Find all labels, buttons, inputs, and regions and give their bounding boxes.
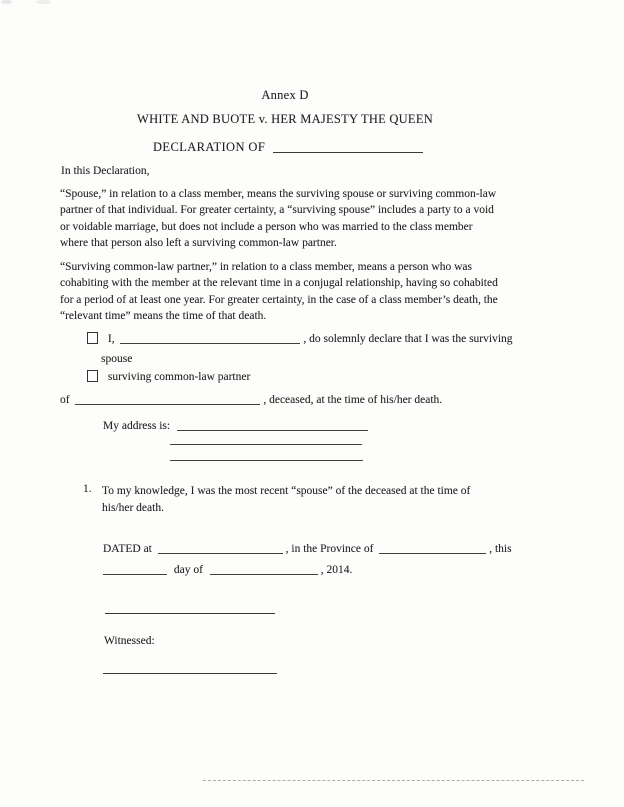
page-bottom-scan-line: [203, 780, 584, 781]
option-spouse-row: [87, 332, 513, 345]
province-blank[interactable]: [379, 542, 486, 554]
definition-common-law-paragraph: “Surviving common-law partner,” in relation to a class member, means a person who was cohabiting with the member at the relevant time in a conjugal relationship, having so cohabited for a period of at least one year. For greater certainty, in the case of a class member’s death, the “relevant time” means the time of that death.: [60, 261, 498, 322]
option-spouse-prefix: I,: [107, 333, 115, 345]
declaration-of-line: [153, 140, 423, 155]
month-blank[interactable]: [210, 563, 318, 575]
deceased-line-prefix: of: [60, 394, 70, 406]
witnessed-label: Witnessed:: [104, 635, 155, 647]
case-title: WHITE AND BUOTE v. HER MAJESTY THE QUEEN: [137, 112, 433, 126]
address-line-3[interactable]: [170, 460, 363, 461]
statement-number: 1.: [83, 483, 92, 495]
deceased-name-blank[interactable]: [75, 393, 260, 405]
option-common-law-label: surviving common-law partner: [107, 371, 251, 383]
declaration-name-blank[interactable]: [273, 140, 423, 153]
statement-text: To my knowledge, I was the most recent “spouse” of the deceased at the time of his/her death.: [102, 485, 471, 514]
intro-line: In this Declaration,: [61, 165, 150, 177]
day-blank[interactable]: [103, 563, 167, 575]
option-spouse-word: spouse: [101, 353, 133, 365]
option-common-law-row: [87, 370, 250, 383]
day-of-label: day of: [173, 564, 203, 576]
deceased-line-suffix: , deceased, at the time of his/her death.: [263, 394, 443, 406]
address-row: [103, 419, 368, 432]
address-label: My address is:: [103, 420, 171, 432]
province-label: , in the Province of: [285, 543, 374, 555]
dated-line-2: [103, 563, 352, 576]
declarant-signature-line[interactable]: [105, 613, 275, 614]
dated-place-blank[interactable]: [158, 542, 283, 554]
option-spouse-suffix: , do solemnly declare that I was the surviving: [303, 333, 513, 345]
declaration-of-label: DECLARATION OF: [153, 140, 266, 154]
dated-line-1: [103, 542, 512, 555]
address-line-2[interactable]: [170, 444, 362, 445]
witness-signature-line[interactable]: [103, 673, 277, 674]
declarant-name-blank[interactable]: [120, 332, 300, 344]
spouse-checkbox[interactable]: [87, 332, 98, 344]
common-law-checkbox[interactable]: [87, 370, 98, 382]
year-label: , 2014.: [320, 564, 353, 576]
definition-spouse-paragraph: “Spouse,” in relation to a class member, means the surviving spouse or surviving common-law partner of that individual. For greater certainty, a “surviving spouse” includes a party to a void or voidable marriage, but does not include a person who was married to the class member where that person also left a surviving common-law partner.: [60, 188, 497, 249]
deceased-line: [60, 393, 442, 406]
scan-smudge: [36, 0, 51, 4]
annex-heading: Annex D: [261, 88, 309, 102]
this-label: , this: [489, 543, 512, 555]
dated-at-label: DATED at: [103, 543, 152, 555]
scan-smudge: [1, 0, 12, 4]
address-line-1[interactable]: [177, 419, 368, 431]
